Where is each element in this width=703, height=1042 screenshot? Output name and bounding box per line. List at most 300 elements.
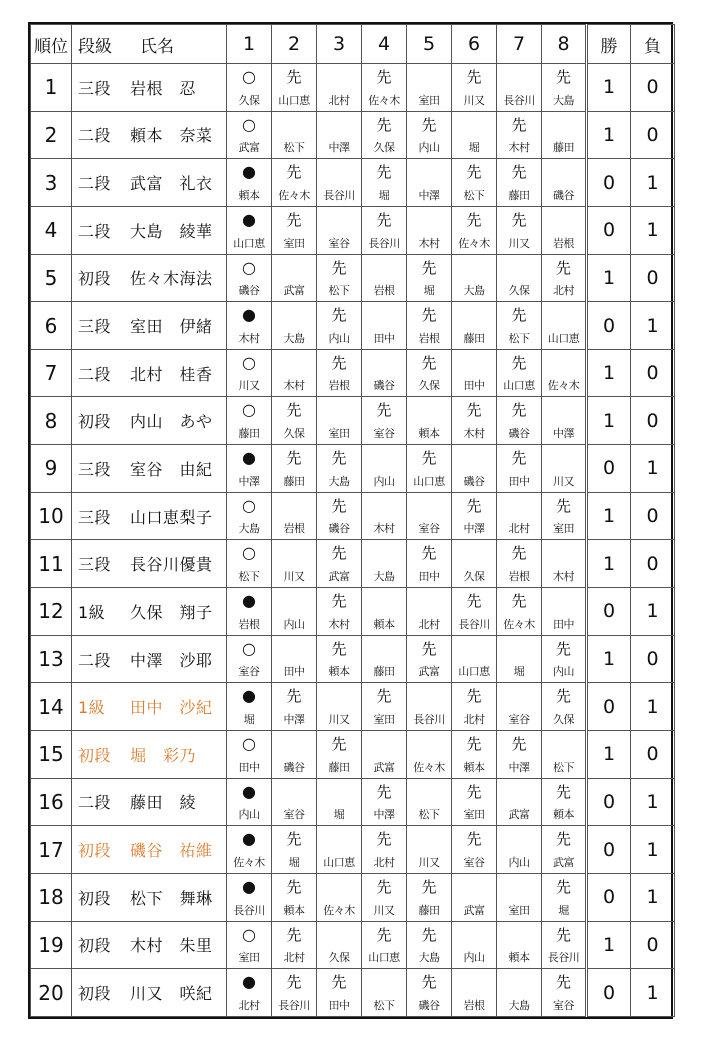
round-4-cell — [362, 683, 407, 731]
header-round-8: 8 — [542, 25, 587, 64]
opponent-name: 木村 — [283, 379, 305, 393]
opponent-name: 中澤 — [508, 760, 530, 774]
opponent-name: 頼本 — [283, 903, 305, 917]
round-2-cell — [272, 588, 317, 636]
table-row — [31, 302, 675, 350]
player-name: 武富 礼衣 — [130, 174, 213, 194]
first-move-mark: 先 — [331, 544, 347, 563]
round-2-cell — [272, 635, 317, 683]
first-move-mark: 先 — [555, 830, 571, 849]
opponent-name: 内山 — [553, 665, 574, 679]
first-move-mark: 先 — [331, 258, 347, 277]
table-row — [31, 397, 675, 445]
opponent-name: 中澤 — [418, 188, 440, 202]
opponent-name: 磯谷 — [328, 522, 350, 536]
player-cell — [72, 445, 227, 493]
first-move-mark: 先 — [376, 877, 392, 896]
first-move-mark: 先 — [555, 687, 571, 706]
first-move-mark: 先 — [421, 449, 437, 468]
player-name: 長谷川優貴 — [130, 555, 213, 575]
round-7-cell — [497, 826, 542, 874]
player-name: 室谷 由紀 — [130, 459, 213, 479]
player-name: 岩根 忍 — [130, 78, 197, 98]
result-mark: ● — [242, 209, 256, 229]
round-5-cell — [407, 111, 452, 159]
first-move-mark: 先 — [421, 306, 437, 325]
table-row — [31, 730, 675, 778]
opponent-name: 岩根 — [283, 522, 305, 536]
grade-label: 三段 — [78, 507, 112, 527]
round-7-cell — [497, 349, 542, 397]
opponent-name: 長谷川 — [503, 93, 535, 107]
opponent-name: 北村 — [463, 712, 485, 726]
opponent-name: 室田 — [373, 712, 395, 726]
result-mark: ○ — [242, 495, 256, 515]
opponent-name: 藤田 — [463, 331, 485, 345]
opponent-name: 山口恵 — [368, 951, 400, 965]
opponent-name: 田中 — [418, 570, 440, 584]
first-move-mark: 先 — [286, 68, 302, 86]
round-3-cell — [317, 540, 362, 588]
opponent-name: 内山 — [373, 474, 395, 488]
opponent-name: 大島 — [373, 570, 395, 584]
header-grade: 段級 — [78, 36, 112, 57]
opponent-name: 松下 — [463, 188, 485, 202]
round-5-cell — [407, 206, 452, 254]
win-count: 1 — [587, 730, 631, 778]
table-row — [31, 635, 675, 683]
opponent-name: 室田 — [283, 236, 305, 250]
opponent-name: 堀 — [333, 808, 345, 822]
round-5-cell — [407, 349, 452, 397]
player-cell — [72, 969, 227, 1017]
round-6-cell — [452, 302, 497, 350]
round-7-cell — [497, 588, 542, 636]
first-move-mark: 先 — [421, 925, 437, 944]
round-4-cell — [362, 397, 407, 445]
opponent-name: 武富 — [283, 284, 305, 298]
player-cell — [72, 921, 227, 969]
round-6-cell — [452, 683, 497, 731]
table-row — [31, 540, 675, 588]
result-mark: ● — [242, 448, 256, 468]
win-count: 1 — [587, 349, 631, 397]
round-1-cell — [227, 492, 272, 540]
opponent-name: 磯谷 — [508, 427, 530, 441]
opponent-name: 長谷川 — [547, 951, 580, 965]
round-5-cell — [407, 683, 452, 731]
round-5-cell — [407, 302, 452, 350]
loss-count: 0 — [631, 111, 675, 159]
table-row — [31, 588, 675, 636]
round-6-cell — [452, 206, 497, 254]
opponent-name: 室田 — [418, 93, 440, 107]
header-row — [31, 25, 675, 64]
round-4-cell — [362, 588, 407, 636]
first-move-mark: 先 — [286, 973, 302, 992]
opponent-name: 川又 — [373, 903, 395, 917]
opponent-name: 室谷 — [238, 665, 260, 679]
rank-cell: 18 — [31, 873, 72, 921]
loss-count: 1 — [631, 683, 675, 731]
rank-cell: 17 — [31, 826, 72, 874]
opponent-name: 山口恵 — [503, 379, 535, 393]
opponent-name: 田中 — [373, 331, 395, 345]
win-count: 0 — [587, 588, 631, 636]
opponent-name: 中澤 — [463, 522, 485, 536]
opponent-name: 大島 — [238, 522, 260, 536]
loss-count: 0 — [631, 349, 675, 397]
round-4-cell — [362, 826, 407, 874]
loss-count: 1 — [631, 302, 675, 350]
round-7-cell — [497, 397, 542, 445]
win-count: 0 — [587, 683, 631, 731]
rank-cell: 5 — [31, 254, 72, 302]
round-1-cell — [227, 302, 272, 350]
round-4-cell — [362, 635, 407, 683]
first-move-mark: 先 — [555, 68, 571, 86]
round-1-cell — [227, 254, 272, 302]
round-4-cell — [362, 159, 407, 207]
player-cell — [72, 492, 227, 540]
grade-label: 初段 — [78, 936, 112, 956]
loss-count: 1 — [631, 588, 675, 636]
opponent-name: 山口恵 — [233, 236, 265, 250]
round-1-cell — [227, 445, 272, 493]
round-1-cell — [227, 826, 272, 874]
round-2-cell — [272, 730, 317, 778]
opponent-name: 川又 — [328, 712, 350, 726]
win-count: 1 — [587, 254, 631, 302]
round-3-cell — [317, 730, 362, 778]
round-4-cell — [362, 254, 407, 302]
player-name: 木村 朱里 — [130, 936, 213, 956]
round-3-cell — [317, 445, 362, 493]
opponent-name: 佐々木 — [278, 188, 310, 202]
first-move-mark: 先 — [331, 306, 347, 325]
round-2-cell — [272, 540, 317, 588]
opponent-name: 藤田 — [328, 760, 350, 774]
table-row — [31, 254, 675, 302]
first-move-mark: 先 — [376, 210, 392, 229]
opponent-name: 川又 — [508, 236, 530, 250]
loss-count: 0 — [631, 492, 675, 540]
round-8-cell — [542, 254, 587, 302]
first-move-mark: 先 — [511, 115, 527, 134]
first-move-mark: 先 — [331, 353, 347, 372]
header-round-2: 2 — [272, 25, 317, 64]
win-count: 1 — [587, 540, 631, 588]
opponent-name: 室田 — [238, 951, 260, 965]
round-7-cell — [497, 206, 542, 254]
win-count: 1 — [587, 492, 631, 540]
opponent-name: 磯谷 — [418, 999, 440, 1012]
round-6-cell — [452, 349, 497, 397]
player-cell — [72, 588, 227, 636]
round-7-cell — [497, 492, 542, 540]
table-row — [31, 349, 675, 397]
opponent-name: 長谷川 — [233, 903, 265, 917]
header-round-7: 7 — [497, 25, 542, 64]
player-name: 磯谷 祐維 — [130, 841, 213, 861]
player-cell — [72, 540, 227, 588]
win-count: 0 — [587, 159, 631, 207]
round-4-cell — [362, 111, 407, 159]
opponent-name: 佐々木 — [323, 903, 355, 917]
round-7-cell — [497, 302, 542, 350]
player-name: 中澤 沙耶 — [130, 650, 213, 670]
round-1-cell — [227, 64, 272, 112]
result-mark: ● — [242, 781, 256, 801]
first-move-mark: 先 — [286, 687, 302, 706]
opponent-name: 木村 — [508, 141, 530, 155]
player-name: 松下 舞琳 — [130, 888, 213, 908]
result-mark: ● — [242, 876, 256, 896]
first-move-mark: 先 — [421, 115, 437, 134]
opponent-name: 田中 — [283, 665, 305, 679]
round-8-cell — [542, 64, 587, 112]
first-move-mark: 先 — [286, 449, 302, 468]
opponent-name: 室田 — [328, 427, 350, 441]
round-8-cell — [542, 159, 587, 207]
round-7-cell — [497, 921, 542, 969]
result-mark: ○ — [242, 543, 256, 563]
first-move-mark: 先 — [466, 734, 482, 753]
first-move-mark: 先 — [555, 639, 571, 658]
grade-label: 三段 — [78, 78, 112, 98]
first-move-mark: 先 — [511, 353, 527, 372]
table-row — [31, 969, 675, 1017]
first-move-mark: 先 — [331, 449, 347, 468]
round-4-cell — [362, 302, 407, 350]
opponent-name: 佐々木 — [413, 760, 445, 774]
round-5-cell — [407, 730, 452, 778]
opponent-name: 北村 — [283, 951, 305, 965]
player-cell — [72, 778, 227, 826]
round-5-cell — [407, 254, 452, 302]
opponent-name: 岩根 — [373, 284, 395, 298]
round-7-cell — [497, 730, 542, 778]
opponent-name: 長谷川 — [458, 617, 490, 631]
grade-label: 三段 — [78, 555, 112, 575]
player-cell — [72, 826, 227, 874]
opponent-name: 松下 — [508, 331, 530, 345]
opponent-name: 北村 — [238, 999, 260, 1012]
round-1-cell — [227, 111, 272, 159]
first-move-mark: 先 — [466, 401, 482, 420]
round-3-cell — [317, 254, 362, 302]
first-move-mark: 先 — [286, 401, 302, 420]
round-7-cell — [497, 873, 542, 921]
round-5-cell — [407, 492, 452, 540]
result-mark: ● — [242, 829, 256, 849]
opponent-name: 木村 — [418, 236, 440, 250]
table-row — [31, 159, 675, 207]
round-2-cell — [272, 445, 317, 493]
round-4-cell — [362, 206, 407, 254]
round-3-cell — [317, 683, 362, 731]
opponent-name: 藤田 — [238, 427, 260, 441]
opponent-name: 松下 — [418, 808, 440, 822]
loss-count: 0 — [631, 730, 675, 778]
opponent-name: 田中 — [463, 379, 485, 393]
player-name: 山口恵梨子 — [130, 507, 213, 527]
header-round-5: 5 — [407, 25, 452, 64]
win-count: 0 — [587, 445, 631, 493]
table-body — [31, 64, 675, 1017]
result-mark: ○ — [242, 924, 256, 944]
rank-cell: 10 — [31, 492, 72, 540]
round-8-cell — [542, 635, 587, 683]
first-move-mark: 先 — [331, 734, 347, 753]
round-1-cell — [227, 683, 272, 731]
opponent-name: 久保 — [508, 284, 530, 298]
opponent-name: 堀 — [423, 284, 435, 298]
round-3-cell — [317, 206, 362, 254]
first-move-mark: 先 — [286, 210, 302, 229]
opponent-name: 室谷 — [328, 236, 350, 250]
opponent-name: 北村 — [418, 617, 440, 631]
opponent-name: 頼本 — [508, 951, 530, 965]
win-count: 0 — [587, 969, 631, 1017]
player-name: 川又 咲紀 — [130, 984, 213, 1004]
grade-label: 三段 — [78, 459, 112, 479]
first-move-mark: 先 — [331, 496, 347, 515]
round-6-cell — [452, 159, 497, 207]
opponent-name: 川又 — [463, 93, 485, 107]
opponent-name: 頼本 — [463, 760, 485, 774]
round-2-cell — [272, 159, 317, 207]
opponent-name: 川又 — [238, 379, 260, 393]
opponent-name: 木村 — [238, 331, 260, 345]
player-name: 頼本 奈菜 — [130, 126, 213, 146]
opponent-name: 久保 — [463, 570, 485, 584]
opponent-name: 室田 — [508, 903, 530, 917]
opponent-name: 頼本 — [553, 808, 574, 822]
round-8-cell — [542, 969, 587, 1017]
opponent-name: 室谷 — [508, 712, 530, 726]
opponent-name: 磯谷 — [238, 284, 260, 298]
round-6-cell — [452, 445, 497, 493]
round-4-cell — [362, 969, 407, 1017]
round-6-cell — [452, 588, 497, 636]
first-move-mark: 先 — [466, 782, 482, 801]
first-move-mark: 先 — [555, 973, 571, 992]
round-3-cell — [317, 64, 362, 112]
player-cell — [72, 730, 227, 778]
round-6-cell — [452, 540, 497, 588]
opponent-name: 中澤 — [328, 141, 350, 155]
opponent-name: 川又 — [418, 855, 440, 869]
round-1-cell — [227, 921, 272, 969]
win-count: 1 — [587, 397, 631, 445]
first-move-mark: 先 — [376, 401, 392, 420]
round-8-cell — [542, 397, 587, 445]
player-name: 田中 沙紀 — [130, 698, 213, 718]
player-name: 堀 彩乃 — [130, 745, 197, 765]
player-name: 佐々木海法 — [130, 269, 213, 289]
loss-count: 0 — [631, 635, 675, 683]
grade-label: 三段 — [78, 317, 112, 337]
opponent-name: 中澤 — [553, 427, 574, 441]
header-round-1: 1 — [227, 25, 272, 64]
win-count: 1 — [587, 64, 631, 112]
first-move-mark: 先 — [466, 592, 482, 611]
first-move-mark: 先 — [466, 163, 482, 182]
first-move-mark: 先 — [286, 163, 302, 182]
opponent-name: 松下 — [373, 999, 395, 1012]
player-cell — [72, 111, 227, 159]
table-row — [31, 778, 675, 826]
round-6-cell — [452, 635, 497, 683]
player-name: 北村 桂香 — [130, 364, 213, 384]
opponent-name: 堀 — [558, 903, 569, 917]
player-cell — [72, 635, 227, 683]
table-row — [31, 683, 675, 731]
round-3-cell — [317, 588, 362, 636]
opponent-name: 武富 — [238, 141, 260, 155]
opponent-name: 大島 — [418, 951, 440, 965]
player-name: 室田 伊緒 — [130, 317, 213, 337]
opponent-name: 佐々木 — [547, 379, 580, 393]
first-move-mark: 先 — [331, 592, 347, 611]
player-cell — [72, 159, 227, 207]
opponent-name: 川又 — [553, 474, 574, 488]
round-5-cell — [407, 540, 452, 588]
round-4-cell — [362, 445, 407, 493]
opponent-name: 大島 — [508, 999, 530, 1012]
round-6-cell — [452, 254, 497, 302]
opponent-name: 内山 — [508, 855, 530, 869]
opponent-name: 北村 — [553, 284, 574, 298]
opponent-name: 岩根 — [418, 331, 440, 345]
loss-count: 0 — [631, 254, 675, 302]
loss-count: 0 — [631, 397, 675, 445]
round-8-cell — [542, 111, 587, 159]
first-move-mark: 先 — [421, 544, 437, 563]
round-4-cell — [362, 540, 407, 588]
first-move-mark: 先 — [555, 925, 571, 944]
opponent-name: 岩根 — [328, 379, 350, 393]
table-row — [31, 111, 675, 159]
win-count: 0 — [587, 206, 631, 254]
rank-cell: 3 — [31, 159, 72, 207]
first-move-mark: 先 — [511, 734, 527, 753]
grade-label: 初段 — [78, 412, 112, 432]
opponent-name: 武富 — [463, 903, 485, 917]
round-8-cell — [542, 445, 587, 493]
result-mark: ○ — [242, 638, 256, 658]
round-6-cell — [452, 778, 497, 826]
opponent-name: 藤田 — [373, 665, 395, 679]
opponent-name: 山口恵 — [458, 665, 490, 679]
round-3-cell — [317, 302, 362, 350]
round-7-cell — [497, 778, 542, 826]
opponent-name: 藤田 — [508, 188, 530, 202]
opponent-name: 山口恵 — [278, 93, 310, 107]
first-move-mark: 先 — [511, 163, 527, 182]
round-5-cell — [407, 159, 452, 207]
opponent-name: 堀 — [243, 712, 255, 726]
first-move-mark: 先 — [511, 592, 527, 611]
opponent-name: 頼本 — [373, 617, 395, 631]
table-row — [31, 873, 675, 921]
opponent-name: 室田 — [463, 808, 485, 822]
player-cell — [72, 397, 227, 445]
round-5-cell — [407, 778, 452, 826]
rank-cell: 15 — [31, 730, 72, 778]
round-2-cell — [272, 969, 317, 1017]
